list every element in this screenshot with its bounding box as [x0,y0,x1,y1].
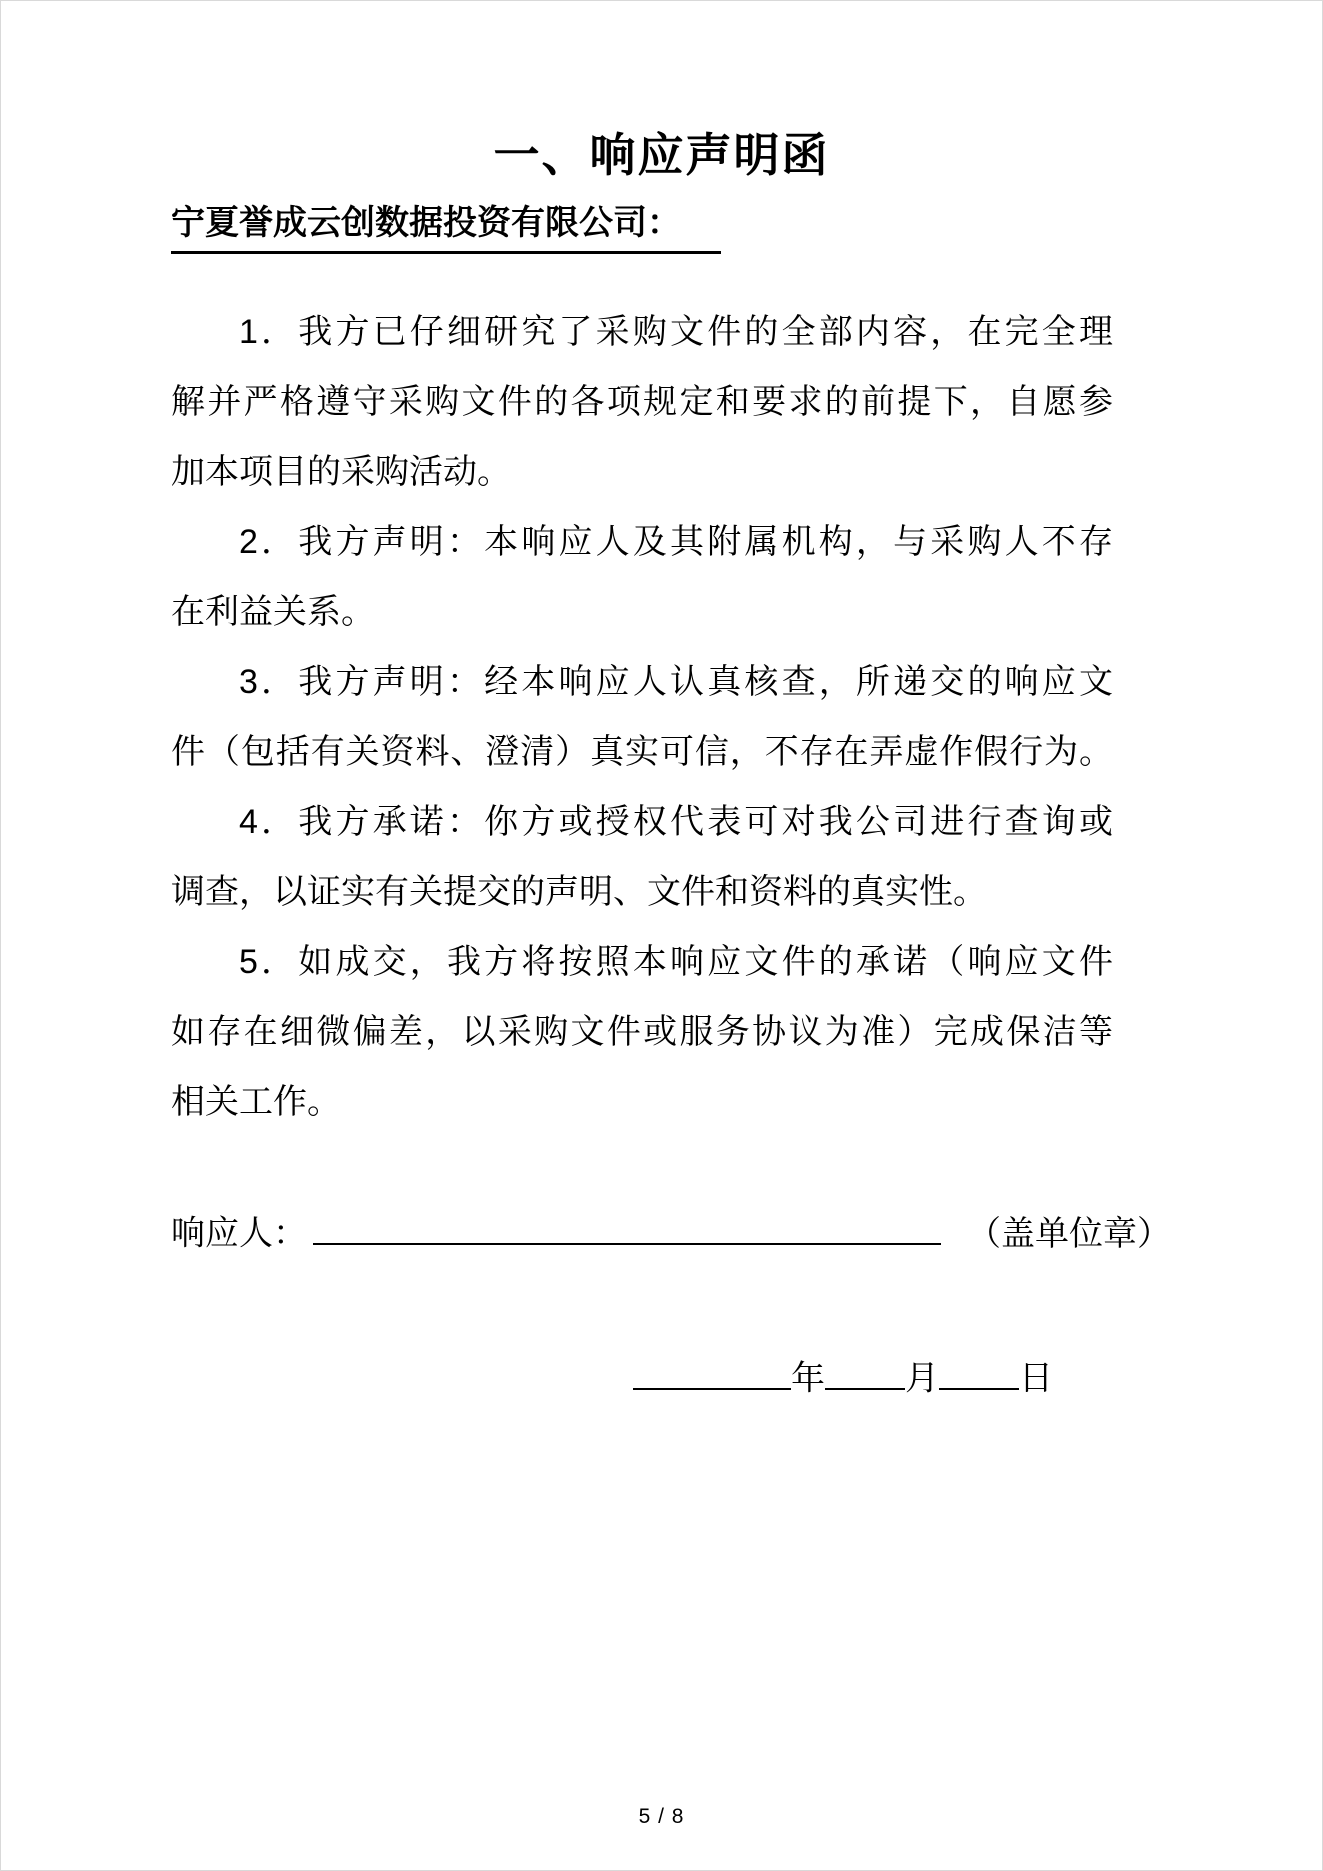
day-blank [939,1353,1019,1390]
addressee-text: 宁夏誉成云创数据投资有限公司： [171,199,721,254]
paragraph-line: 加本项目的采购活动。 [171,453,511,491]
respondent-label: 响应人： [171,1214,307,1253]
year-label: 年 [791,1359,825,1398]
year-blank [633,1353,791,1390]
date-row [633,1353,1053,1402]
paragraph-line: 件（包括有关资料、澄清）真实可信，不存在弄虚作假行为。 [171,733,1113,771]
paragraph-line: 在利益关系。 [171,593,375,631]
paragraph-line: 4．我方承诺：你方或授权代表可对我公司进行查询或 [239,803,1113,841]
paragraph-line: 2．我方声明：本响应人及其附属机构，与采购人不存 [239,523,1113,561]
signature-row [171,1208,1171,1259]
month-blank [825,1353,905,1390]
paragraph-line: 5．如成交，我方将按照本响应文件的承诺（响应文件 [239,943,1113,981]
paragraph-line: 解并严格遵守采购文件的各项规定和要求的前提下，自愿参 [171,383,1113,421]
page-number: 5 / 8 [638,1805,685,1828]
paragraph-line: 调查，以证实有关提交的声明、文件和资料的真实性。 [171,873,987,911]
paragraph-line: 3．我方声明：经本响应人认真核查，所递交的响应文 [239,663,1113,701]
paragraph-line: 如存在细微偏差，以采购文件或服务协议为准）完成保洁等 [171,1013,1113,1051]
paragraph-line: 相关工作。 [171,1083,341,1121]
month-label: 月 [905,1359,939,1398]
respondent-signature-blank [313,1208,941,1245]
addressee-line [171,199,721,254]
day-label: 日 [1019,1359,1053,1398]
document-title: 一、响应声明函 [493,129,830,181]
paragraph-line: 1．我方已仔细研究了采购文件的全部内容，在完全理 [239,313,1113,351]
stamp-note: （盖单位章） [967,1214,1171,1253]
declaration-paragraphs [171,297,1113,1137]
